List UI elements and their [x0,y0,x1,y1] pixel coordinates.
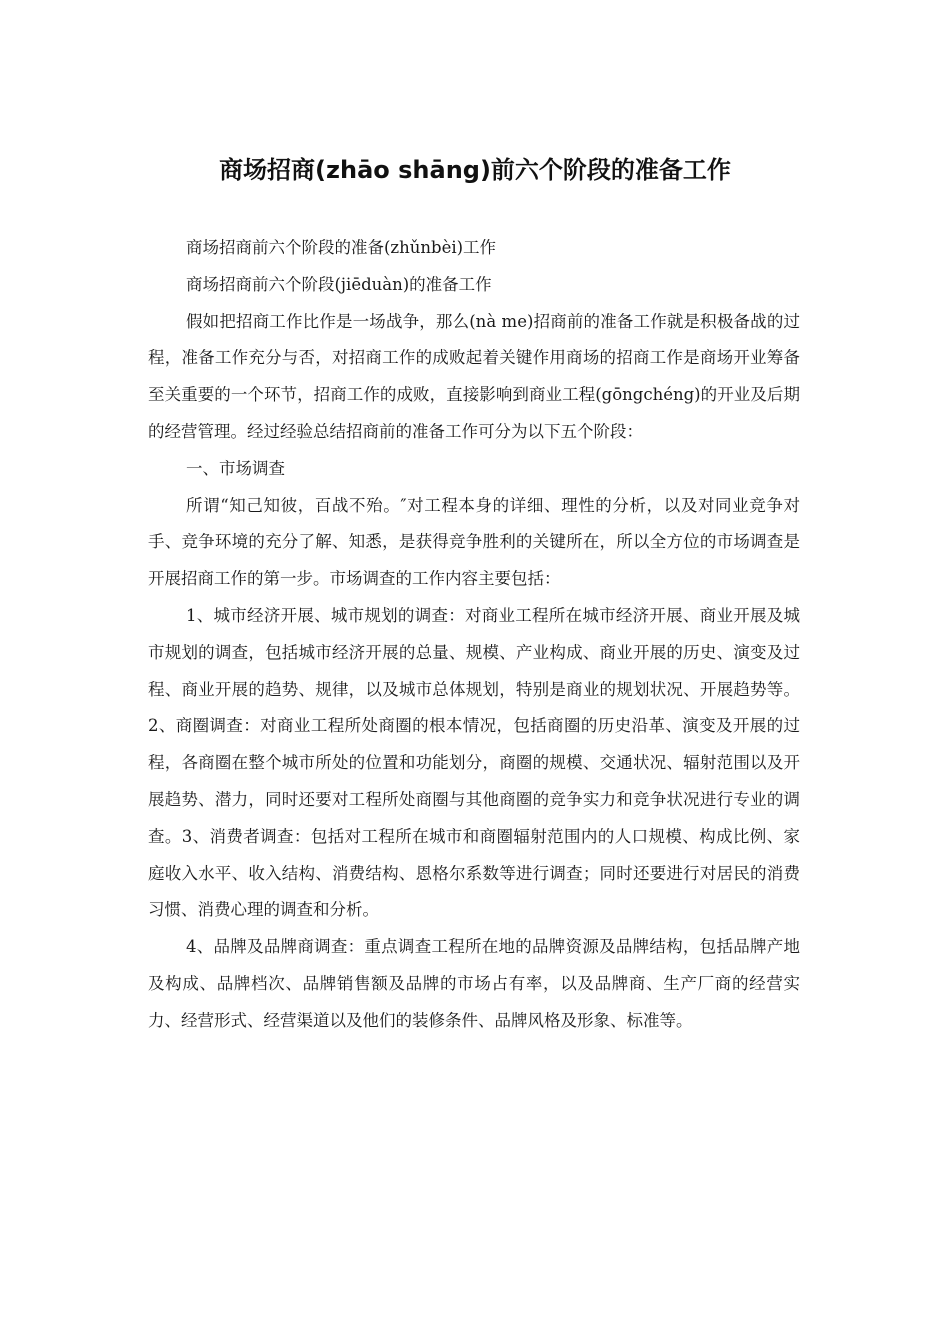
paragraph-research-item-4: 4、品牌及品牌商调查：重点调查工程所在地的品牌资源及品牌结构，包括品牌产地及构成、品牌档次、品牌销售额及品牌的市场占有率，以及品牌商、生产厂商的经营实力、经营形式、经营渠道以及他们的装修条件、品牌风格及形象、标准等。 [148,937,800,1030]
paragraph-intro: 假如把招商工作比作是一场战争，那么(nà me)招商前的准备工作就是积极备战的过程，准备工作充分与否，对招商工作的成败起着关键作用商场的招商工作是商场开业筹备至关重要的一个环节，招商工作的成败，直接影响到商业工程(gōngchéng)的开业及后期的经营管理。经过经验总结招商前的准备工作可分为以下五个阶段： [148,311,800,441]
document-title: 商场招商(zhāo shāng)前六个阶段的准备工作 [219,156,731,184]
paragraph-subtitle-2: 商场招商前六个阶段(jiēduàn)的准备工作 [186,274,492,294]
paragraph-market-research: 所谓“知己知彼，百战不殆。″对工程本身的详细、理性的分析，以及对同业竞争对手、竞争环境的充分了解、知悉，是获得竞争胜利的关键所在，所以全方位的市场调查是开展招商工作的第一步。市场调查的工作内容主要包括： [148,495,800,589]
document-body [148,230,800,1040]
paragraph-research-items-1-3: 1、城市经济开展、城市规划的调查：对商业工程所在城市经济开展、商业开展及城市规划的调查，包括城市经济开展的总量、规模、产业构成、商业开展的历史、演变及过程、商业开展的趋势、规律，以及城市总体规划，特别是商业的规划状况、开展趋势等。2、商圈调查：对商业工程所处商圈的根本情况，包括商圈的历史沿革、演变及开展的过程，各商圈在整个城市所处的位置和功能划分，商圈的规模、交通状况、辐射范围以及开展趋势、潜力，同时还要对工程所处商圈与其他商圈的竞争实力和竞争状况进行专业的调查。3、消费者调查：包括对工程所在城市和商圈辐射范围内的人口规模、构成比例、家庭收入水平、收入结构、消费结构、恩格尔系数等进行调查；同时还要进行对居民的消费习惯、消费心理的调查和分析。 [148,605,800,920]
paragraph-subtitle-1: 商场招商前六个阶段的准备(zhǔnbèi)工作 [186,238,497,257]
section-heading-market-research: 一、市场调查 [186,458,285,478]
